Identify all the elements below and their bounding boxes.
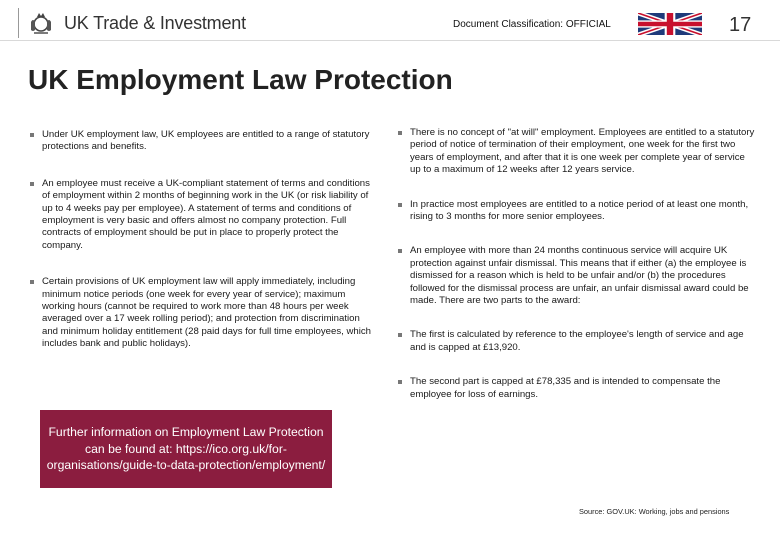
info-callout-text: Further information on Employment Law Protection can be found at: https://ico.org.uk/for-organisations/guide-to-data-protection/employment/ [46, 425, 326, 473]
list-item: Certain provisions of UK employment law will apply immediately, including minimum notice periods (one week for every year of service); maximum working hours (cannot be required to work more than 48 hours per week averaged over a 17 week rolling period); and protection from discrimination and minimum holiday entitlement (28 paid days for full time employees, which includes bank and public holidays). [30, 276, 375, 350]
logo-divider [18, 8, 19, 38]
royal-crest-icon [28, 10, 54, 36]
document-classification: Document Classification: OFFICIAL [453, 19, 611, 30]
list-item: In practice most employees are entitled to a notice period of at least one month, rising to 3 months for more senior employees. [398, 199, 758, 224]
source-note: Source: GOV.UK: Working, jobs and pensions [579, 507, 730, 516]
page-title: UK Employment Law Protection [28, 64, 453, 95]
info-callout [40, 410, 332, 488]
logo-text: UK Trade & Investment [64, 12, 246, 33]
list-item: An employee with more than 24 months continuous service will acquire UK protection against unfair dismissal. This means that if either (a) the employee is dismissed for a reason which is held to be unfair and/or (b) the procedures followed for the dismissal process are unfair, an unfair dismissal award could be made. There are two parts to the award: [398, 245, 758, 307]
list-item: An employee must receive a UK-compliant statement of terms and conditions of employment within 2 months of beginning work in the UK (or risk liability of up to 4 weeks pay per employee). A statement of terms and conditions of employment is very basic and offers almost no company protection. Full contracts of employment should be put in place to properly protect the company. [30, 178, 375, 252]
page-number: 17 [729, 14, 752, 36]
right-bullet-list [398, 127, 758, 401]
list-item: Under UK employment law, UK employees are entitled to a range of statutory protections and benefits. [30, 129, 375, 154]
list-item: The first is calculated by reference to the employee's length of service and age and is capped at £13,920. [398, 329, 758, 354]
union-flag-icon [638, 13, 702, 35]
header-divider [0, 40, 780, 41]
logo [28, 8, 246, 38]
left-bullet-list [30, 129, 375, 351]
list-item: The second part is capped at £78,335 and is intended to compensate the employee for loss of earnings. [398, 376, 758, 401]
list-item: There is no concept of "at will" employment. Employees are entitled to a statutory period of notice of termination of their employment, one week for the first two years of employment, and after that it is one week per complete year of service up to a maximum of 12 weeks after 12 years service. [398, 127, 758, 177]
